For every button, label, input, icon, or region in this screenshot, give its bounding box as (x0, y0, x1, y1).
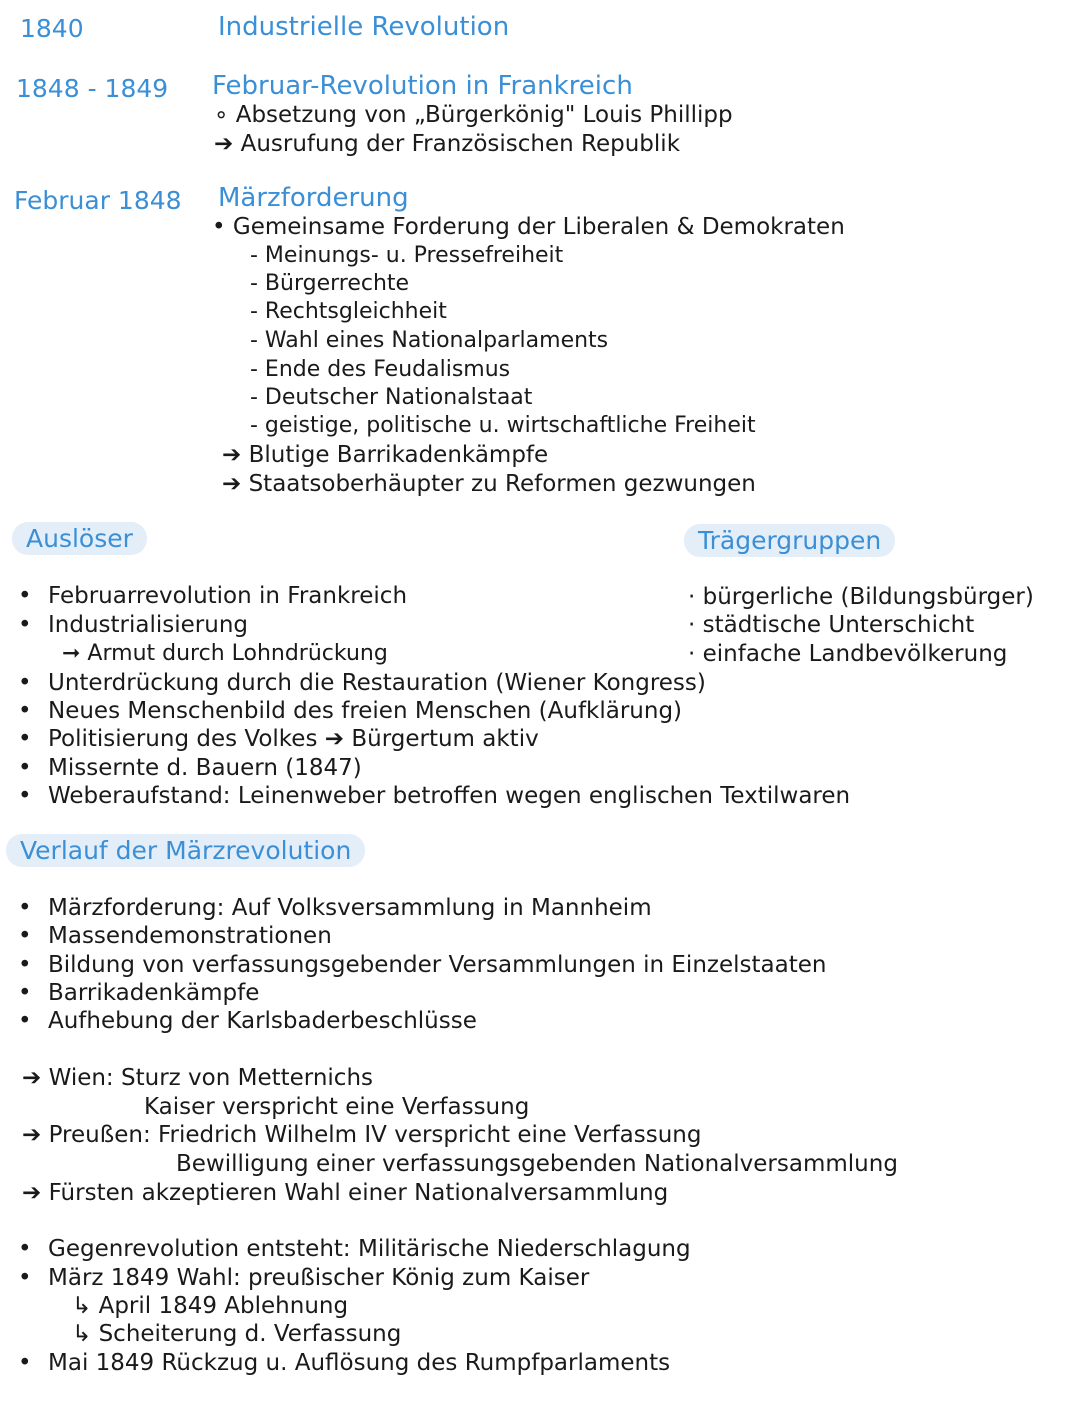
traeger-item: · bürgerliche (Bildungsbürger) (688, 584, 1034, 610)
traegergruppen-heading: Trägergruppen (684, 524, 895, 557)
ausloeser-sub: ➞ Armut durch Lohndrückung (62, 641, 388, 666)
verlauf-item: • Bildung von verfassungsgebender Versammlungen in Einzelstaaten (48, 952, 826, 978)
state-fuersten: ➔ Fürsten akzeptieren Wahl einer Nationalversammlung (22, 1180, 669, 1206)
end-item: • Mai 1849 Rückzug u. Auflösung des Rumpfparlaments (48, 1350, 670, 1376)
ausloeser-item: • Politisierung des Volkes ➔ Bürgertum aktiv (48, 726, 539, 752)
ausloeser-item: • Missernte d. Bauern (1847) (48, 755, 362, 781)
ausloeser-item: • Industrialisierung (48, 612, 248, 638)
result-item: ➔ Blutige Barrikadenkämpfe (222, 442, 549, 468)
ausloeser-item: • Februarrevolution in Frankreich (48, 583, 407, 609)
ausloeser-item: • Weberaufstand: Leinenweber betroffen wegen englischen Textilwaren (48, 783, 850, 809)
demand-item: - Ende des Feudalismus (250, 357, 511, 382)
title-maerzforderung: Märzforderung (218, 183, 409, 213)
end-item: • März 1849 Wahl: preußischer König zum Kaiser (48, 1265, 589, 1291)
verlauf-item: • Massendemonstrationen (48, 923, 332, 949)
traeger-item: · städtische Unterschicht (688, 612, 975, 638)
note-absetzung: ∘ Absetzung von „Bürgerkönig" Louis Phillipp (214, 102, 733, 128)
traeger-item: · einfache Landbevölkerung (688, 641, 1008, 667)
end-sub: ↳ April 1849 Ablehnung (72, 1293, 349, 1319)
demand-item: - Bürgerrechte (250, 271, 410, 296)
demand-item: - Wahl eines Nationalparlaments (250, 328, 609, 353)
note-ausrufung: ➔ Ausrufung der Französischen Republik (214, 131, 681, 157)
end-item: • Gegenrevolution entsteht: Militärische Niederschlagung (48, 1236, 691, 1262)
demand-item: - geistige, politische u. wirtschaftliche Freiheit (250, 413, 756, 438)
end-sub: ↳ Scheiterung d. Verfassung (72, 1321, 402, 1347)
verlauf-heading: Verlauf der Märzrevolution (6, 834, 365, 867)
state-wien-detail: Kaiser verspricht eine Verfassung (144, 1094, 530, 1120)
state-preussen: ➔ Preußen: Friedrich Wilhelm IV verspricht eine Verfassung (22, 1122, 702, 1148)
result-item: ➔ Staatsoberhäupter zu Reformen gezwungen (222, 471, 756, 497)
verlauf-item: • Märzforderung: Auf Volksversammlung in Mannheim (48, 895, 652, 921)
title-februar-revolution: Februar-Revolution in Frankreich (212, 71, 633, 101)
state-preussen-detail: Bewilligung einer verfassungsgebenden Nationalversammlung (176, 1151, 898, 1177)
demand-item: - Meinungs- u. Pressefreiheit (250, 243, 564, 268)
date-februar-1848: Februar 1848 (14, 186, 182, 215)
demand-item: - Deutscher Nationalstaat (250, 385, 533, 410)
verlauf-item: • Barrikadenkämpfe (48, 980, 259, 1006)
ausloeser-item: • Neues Menschenbild des freien Menschen (Aufklärung) (48, 698, 682, 724)
date-1848-1849: 1848 - 1849 (16, 74, 169, 103)
date-1840: 1840 (20, 14, 84, 43)
demand-item: - Rechtsgleichheit (250, 299, 447, 324)
title-industrielle-revolution: Industrielle Revolution (218, 12, 510, 42)
ausloeser-item: • Unterdrückung durch die Restauration (Wiener Kongress) (48, 670, 706, 696)
ausloeser-heading: Auslöser (12, 522, 147, 555)
verlauf-item: • Aufhebung der Karlsbaderbeschlüsse (48, 1008, 477, 1034)
maerzforderung-intro: • Gemeinsame Forderung der Liberalen & Demokraten (212, 214, 845, 240)
state-wien: ➔ Wien: Sturz von Metternichs (22, 1065, 374, 1091)
